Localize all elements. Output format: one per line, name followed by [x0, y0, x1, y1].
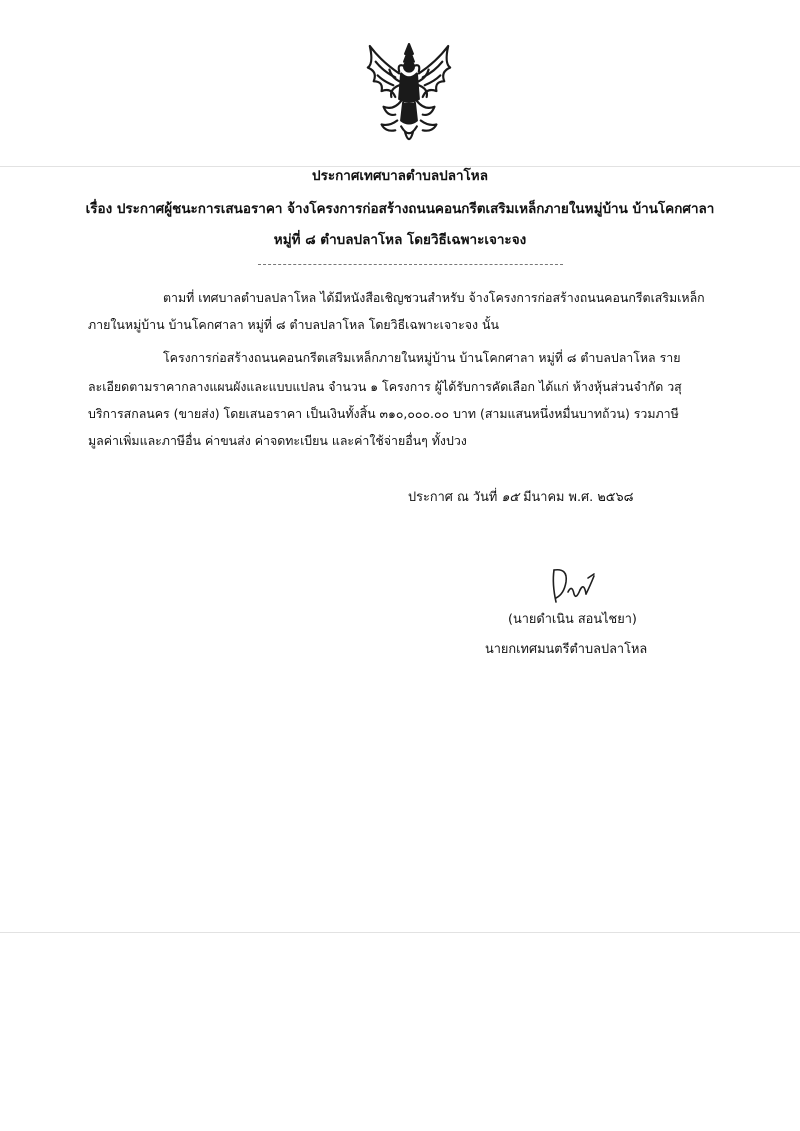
body-line-2: ภายในหมู่บ้าน บ้านโคกศาลา หมู่ที่ ๘ ตำบลปลาโหล โดยวิธีเฉพาะเจาะจง นั้น	[88, 317, 499, 332]
announcement-subject: เรื่อง ประกาศผู้ชนะการเสนอราคา จ้างโครงการก่อสร้างถนนคอนกรีตเสริมเหล็กภายในหมู่บ้าน บ้านโคกศาลา	[85, 201, 715, 217]
date-day-handwritten: ๑๕	[501, 490, 520, 505]
signer-title: นายกเทศมนตรีตำบลปลาโหล	[485, 642, 648, 657]
announcement-subject-continued: หมู่ที่ ๘ ตำบลปลาโหล โดยวิธีเฉพาะเจาะจง	[273, 232, 527, 248]
date-suffix: มีนาคม พ.ศ. ๒๕๖๘	[523, 490, 634, 505]
scan-artifact-line	[0, 932, 800, 933]
signer-name: (นายดำเนิน สอนไชยา)	[508, 612, 637, 627]
body-line-1: ตามที่ เทศบาลตำบลปลาโหล ได้มีหนังสือเชิญชวนสำหรับ จ้างโครงการก่อสร้างถนนคอนกรีตเสริมเหล็ก	[163, 290, 705, 305]
announcement-title: ประกาศเทศบาลตำบลปลาโหล	[312, 168, 488, 184]
body-line-3: โครงการก่อสร้างถนนคอนกรีตเสริมเหล็กภายในหมู่บ้าน บ้านโคกศาลา หมู่ที่ ๘ ตำบลปลาโหล ราย	[163, 350, 681, 365]
garuda-emblem-icon	[360, 42, 458, 150]
date-prefix: ประกาศ ณ วันที่	[408, 490, 498, 505]
handwritten-signature-icon	[544, 564, 600, 608]
heading-separator	[258, 264, 563, 265]
announcement-date	[408, 488, 633, 508]
body-line-6: มูลค่าเพิ่มและภาษีอื่น ค่าขนส่ง ค่าจดทะเบียน และค่าใช้จ่ายอื่นๆ ทั้งปวง	[88, 433, 467, 448]
body-line-5: บริการสกลนคร (ขายส่ง) โดยเสนอราคา เป็นเงินทั้งสิ้น ๓๑๐,๐๐๐.๐๐ บาท (สามแสนหนึ่งหมื่นบาทถ้วน) รวมภาษี	[88, 406, 679, 421]
body-line-4: ละเอียดตามราคากลางแผนผังและแบบแปลน จำนวน ๑ โครงการ ผู้ได้รับการคัดเลือก ได้แก่ ห้างหุ้นส่วนจำกัด วสุ	[88, 379, 682, 394]
